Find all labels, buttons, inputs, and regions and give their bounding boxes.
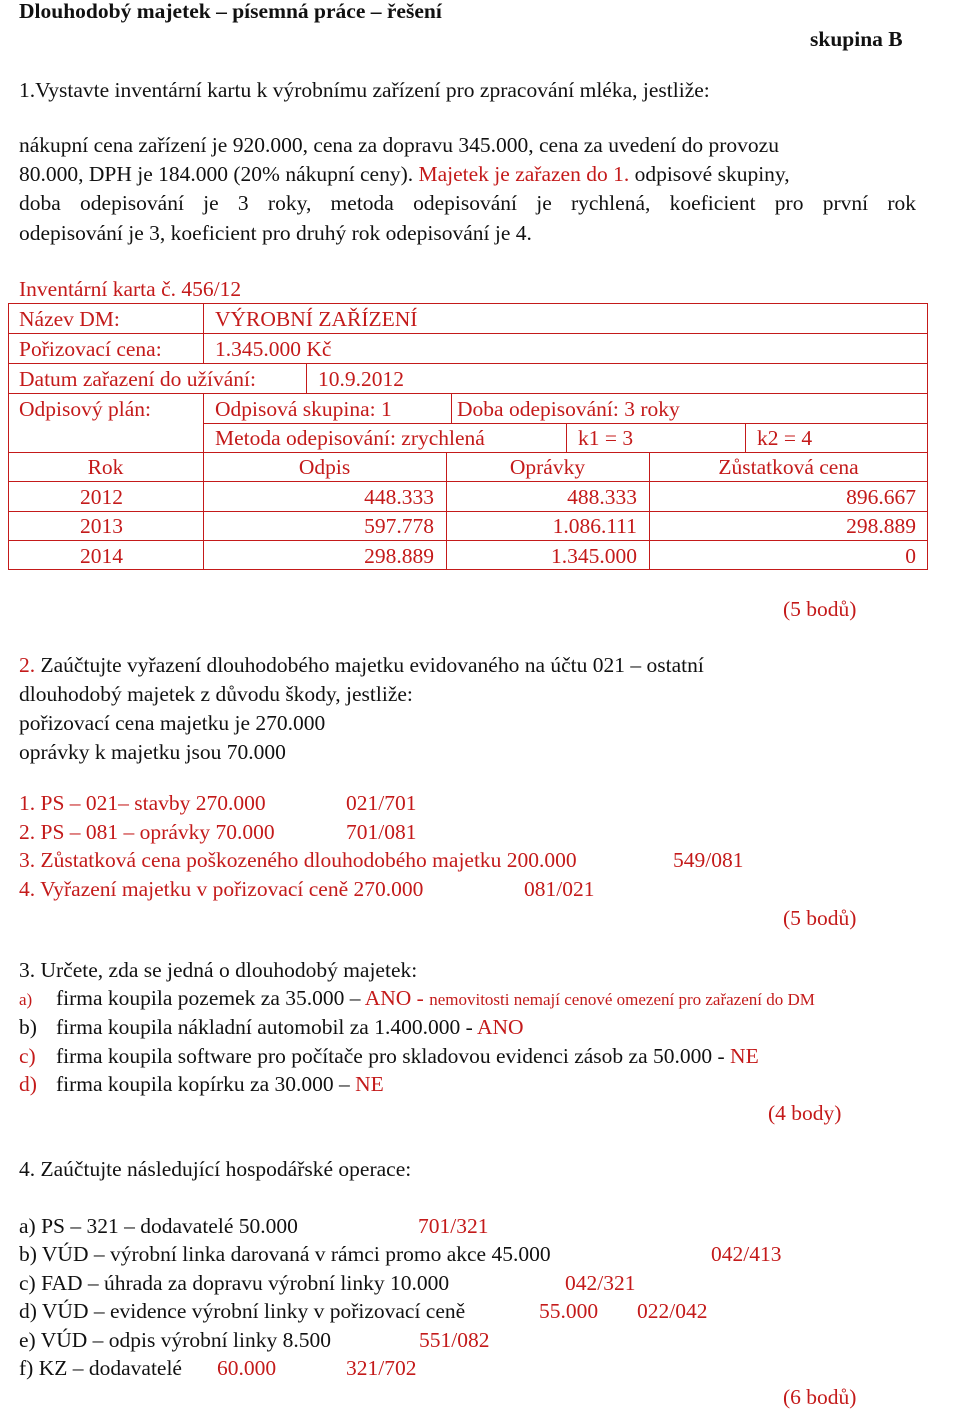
task1-line2 xyxy=(19,164,790,186)
task3-letter: b) xyxy=(19,1015,37,1039)
task3-item-text: firma koupila pozemek za 35.000 – xyxy=(56,986,361,1010)
task3-letter: d) xyxy=(19,1072,37,1096)
task1-line2-black: 80.000, DPH je 184.000 (20% nákupní ceny). xyxy=(19,162,414,186)
task4-op-text: b) VÚD – výrobní linka darovaná v rámci promo akce 45.000 xyxy=(19,1242,551,1266)
table-row-zustatek: 896.667 xyxy=(846,485,916,509)
task4-op-text: d) VÚD – evidence výrobní linky v pořizovací ceně xyxy=(19,1299,466,1323)
card-method-cell: Metoda odepisování: zrychlená xyxy=(215,426,485,450)
task3-item xyxy=(56,1017,524,1039)
task3-note: nemovitosti nemají cenové omezení pro zařazení do DM xyxy=(429,990,815,1009)
task4-op-amount: 55.000 xyxy=(539,1299,599,1323)
card-name-value: VÝROBNÍ ZAŘÍZENÍ xyxy=(215,307,418,331)
task2-line: pořizovací cena majetku je 270.000 xyxy=(19,711,326,735)
task2-line: oprávky k majetku jsou 70.000 xyxy=(19,740,286,764)
table-row-year: 2014 xyxy=(80,544,123,568)
task3-item xyxy=(56,988,815,1010)
task2-number: 2. xyxy=(19,653,36,677)
card-row-name xyxy=(8,303,928,334)
task2-entry-account: 081/021 xyxy=(524,877,595,901)
task3-item-text: firma koupila kopírku za 30.000 – xyxy=(56,1072,350,1096)
col-header-depreciation: Odpis xyxy=(298,455,351,479)
table-row-odpis: 597.778 xyxy=(364,514,434,538)
task3-heading: 3. Určete, zda se jedná o dlouhodobý majetek: xyxy=(19,958,418,982)
task2-heading-text: Zaúčtujte vyřazení dlouhodobého majetku evidovaného na účtu 021 – ostatní xyxy=(40,653,704,677)
col-header-residual: Zůstatková cena xyxy=(718,455,859,479)
task2-entry-text: 4. Vyřazení majetku v pořizovací ceně 270.000 xyxy=(19,877,424,901)
task3-letter: c) xyxy=(19,1044,36,1068)
task4-points: (6 bodů) xyxy=(783,1385,857,1409)
card-group-cell: Odpisová skupina: 1 xyxy=(215,397,392,421)
task1-points: (5 bodů) xyxy=(783,597,857,621)
task4-op-account: 321/702 xyxy=(346,1356,417,1380)
task3-points: (4 body) xyxy=(768,1101,842,1125)
card-name-label: Název DM: xyxy=(19,307,120,331)
table-row-odpis: 448.333 xyxy=(364,485,434,509)
task3-item-text: firma koupila software pro počítače pro skladovou evidenci zásob za 50.000 - xyxy=(56,1044,725,1068)
task3-answer: ANO xyxy=(476,1015,524,1039)
task2-line: dlouhodobý majetek z důvodu škody, jestliže: xyxy=(19,682,413,706)
task1-line2-red: Majetek je zařazen do 1. xyxy=(418,162,630,186)
card-plan-label: Odpisový plán: xyxy=(19,397,151,421)
task3-item xyxy=(56,1046,759,1068)
task2-entry-text: 2. PS – 081 – oprávky 70.000 xyxy=(19,820,275,844)
task2-entry-text: 3. Zůstatková cena poškozeného dlouhodobého majetku 200.000 xyxy=(19,848,577,872)
task1-line2-tail: odpisové skupiny, xyxy=(634,162,790,186)
table-row-odpis: 298.889 xyxy=(364,544,434,568)
table-row-zustatek: 0 xyxy=(905,544,916,568)
task4-op-text: a) PS – 321 – dodavatelé 50.000 xyxy=(19,1214,298,1238)
task4-op-amount: 60.000 xyxy=(217,1356,277,1380)
task1-line4: odepisování je 3, koeficient pro druhý rok odepisování je 4. xyxy=(19,221,532,245)
table-row-opravky: 488.333 xyxy=(567,485,637,509)
task4-op-account: 701/321 xyxy=(418,1214,489,1238)
group-label: skupina B xyxy=(810,27,903,51)
card-price-label: Pořizovací cena: xyxy=(19,337,162,361)
page-title: Dlouhodobý majetek – písemná práce – řešení xyxy=(19,0,442,23)
task4-heading: 4. Zaúčtujte následující hospodářské operace: xyxy=(19,1157,412,1181)
task2-entry-account: 021/701 xyxy=(346,791,417,815)
task3-answer: NE xyxy=(355,1072,384,1096)
task4-op-account: 042/413 xyxy=(711,1242,782,1266)
table-row-zustatek: 298.889 xyxy=(846,514,916,538)
card-date-label: Datum zařazení do užívání: xyxy=(19,367,256,391)
task3-item-text: firma koupila nákladní automobil za 1.400.000 - xyxy=(56,1015,473,1039)
col-header-year: Rok xyxy=(87,455,124,479)
task4-op-account: 022/042 xyxy=(637,1299,708,1323)
task3-answer: NE xyxy=(730,1044,759,1068)
task2-heading xyxy=(19,655,704,677)
card-k1: k1 = 3 xyxy=(578,426,634,450)
task4-op-text: f) KZ – dodavatelé xyxy=(19,1356,182,1380)
card-number: Inventární karta č. 456/12 xyxy=(19,277,242,301)
task3-answer: ANO - xyxy=(364,986,424,1010)
task1-line3: doba odepisování je 3 roky, metoda odepisování je rychlená, koeficient pro první rok xyxy=(19,191,916,215)
task2-entry-text: 1. PS – 021– stavby 270.000 xyxy=(19,791,266,815)
table-row-year: 2013 xyxy=(80,514,123,538)
task3-item xyxy=(56,1074,384,1096)
task2-points: (5 bodů) xyxy=(783,906,857,930)
task1-line1: nákupní cena zařízení je 920.000, cena za dopravu 345.000, cena za uvedení do provozu xyxy=(19,133,779,157)
table-row-opravky: 1.086.111 xyxy=(552,514,637,538)
card-period-cell: Doba odepisování: 3 roky xyxy=(457,397,680,421)
task2-entry-account: 549/081 xyxy=(673,848,744,872)
card-date-value: 10.9.2012 xyxy=(318,367,404,391)
card-k2: k2 = 4 xyxy=(757,426,813,450)
task4-op-text: c) FAD – úhrada za dopravu výrobní linky 10.000 xyxy=(19,1271,450,1295)
col-header-accumulated: Oprávky xyxy=(509,455,586,479)
task3-letter: a) xyxy=(19,990,33,1009)
card-price-value: 1.345.000 Kč xyxy=(215,337,332,361)
task1-heading: 1.Vystavte inventární kartu k výrobnímu zařízení pro zpracování mléka, jestliže: xyxy=(19,78,710,102)
task4-op-account: 042/321 xyxy=(565,1271,636,1295)
table-row-opravky: 1.345.000 xyxy=(551,544,637,568)
task2-entry-account: 701/081 xyxy=(346,820,417,844)
task4-op-text: e) VÚD – odpis výrobní linky 8.500 xyxy=(19,1328,331,1352)
task4-op-account: 551/082 xyxy=(419,1328,490,1352)
table-row-year: 2012 xyxy=(80,485,123,509)
